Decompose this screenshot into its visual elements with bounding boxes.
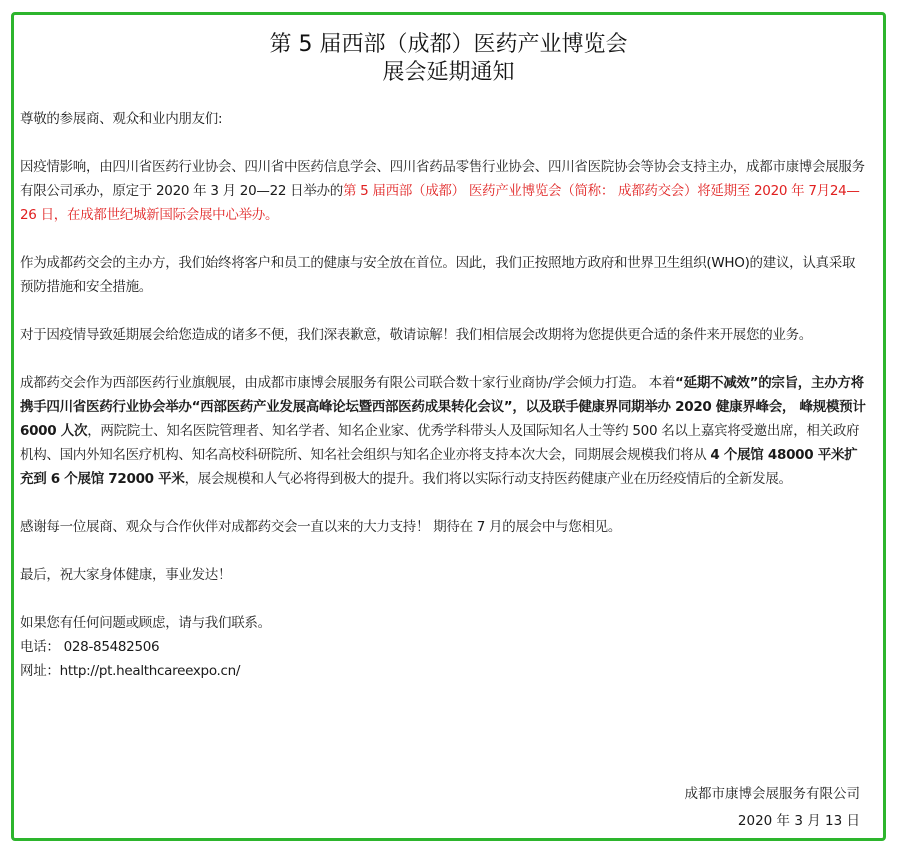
contact-phone: 电话： 028-85482506 [20,639,160,655]
contact-intro: 如果您有任何问题或顾虑，请与我们联系。 [20,615,271,631]
title-line-1: 第 5 届西部（成都）医药产业博览会 [269,32,628,57]
title-line-2: 展会延期通知 [382,60,515,85]
signature-date: 2020 年 3 月 13 日 [737,813,860,829]
notice-title [14,31,883,87]
postponement-highlight: 第 5 届西部（成都） 医药产业博览会（简称： 成都药交会）将延期至 2020 年 7月24—26 日，在成都世纪城新国际会展中心举办。 [20,183,860,223]
notice-body [20,107,868,683]
event-details-bold-2: 4 个展馆 48000 平米扩充到 6 个展馆 72000 平米 [20,447,858,487]
paragraph-safety: 作为成都药交会的主办方，我们始终将客户和员工的健康与安全放在首位。因此，我们正按照地方政府和世界卫生组织(WHO)的建议，认真采取预防措施和安全措施。 [20,255,856,295]
paragraph-wishes: 最后，祝大家身体健康，事业发达！ [20,567,232,583]
event-details-bold-1: “延期不减效”的宗旨，主办方将携手四川省医药行业协会举办“西部医药产业发展高峰论坛暨西部医药成果转化会议”，以及联手健康界同期举办 2020 健康界峰会， 峰规模预计 6000 人次 [20,375,866,439]
paragraph-postponement [20,155,868,227]
paragraph-apology: 对于因疫情导致延期展会给您造成的诸多不便，我们深表歉意，敬请谅解！我们相信展会改期将为您提供更合适的条件来开展您的业务。 [20,327,812,343]
paragraph-event-details [20,371,868,491]
signature-block [685,781,861,835]
signature-company: 成都市康博会展服务有限公司 [684,786,860,802]
event-details-text-3: ，展会规模和人气必将得到极大的提升。我们将以实际行动支持医药健康产业在历经疫情后的全新发展。 [184,471,792,487]
event-details-text-1: 成都药交会作为西部医药行业旗舰展，由成都市康博会展服务有限公司联合数十家行业商协/学会倾力打造。 本着 [20,375,676,391]
paragraph-thanks: 感谢每一位展商、观众与合作伙伴对成都药交会一直以来的大力支持！ 期待在 7 月的展会中与您相见。 [20,519,622,535]
greeting: 尊敬的参展商、观众和业内朋友们: [20,111,223,127]
postponement-intro: 因疫情影响，由四川省医药行业协会、四川省中医药信息学会、四川省药品零售行业协会、四川省医院协会等协会支持主办，成都市康博会展服务有限公司承办，原定于 2020 年 3 月 20—22 日举办的 [20,159,865,199]
notice-frame [11,12,886,841]
contact-website[interactable]: 网址：http://pt.healthcareexpo.cn/ [20,663,241,679]
event-details-text-2: ，两院院士、知名医院管理者、知名学者、知名企业家、优秀学科带头人及国际知名人士等约 500 名以上嘉宾将受邀出席，相关政府机构、国内外知名医疗机构、知名高校科研院所、知名社会组织与知名企业亦将支持本次大会，同期展会规模我们将从 [20,423,860,463]
